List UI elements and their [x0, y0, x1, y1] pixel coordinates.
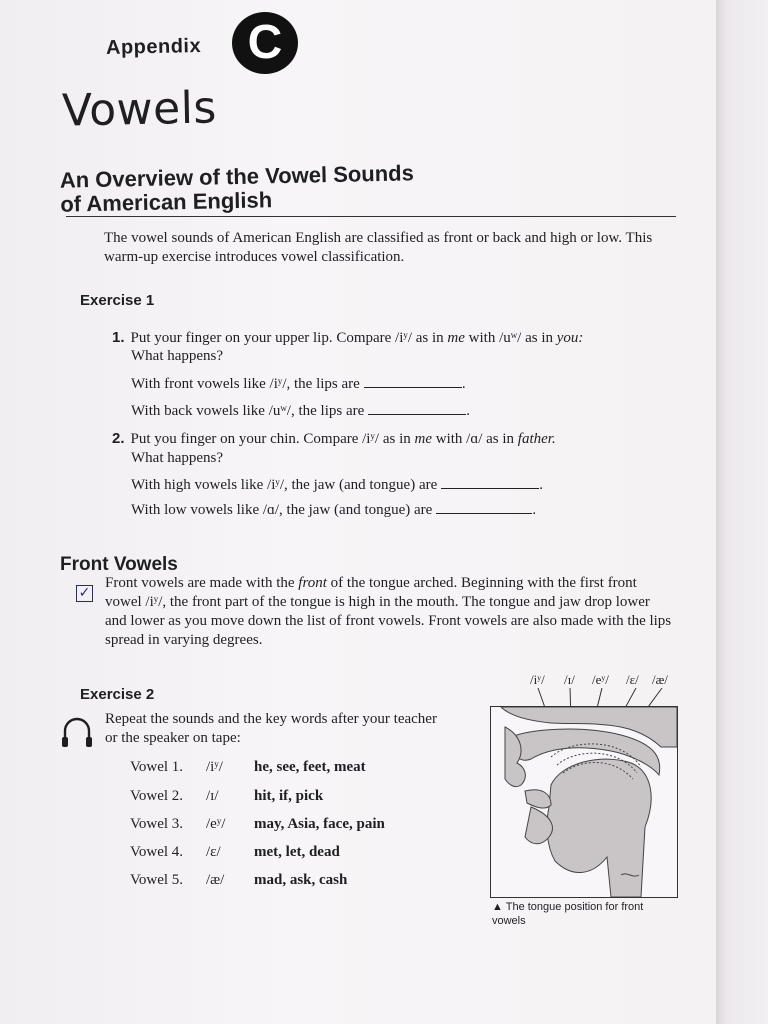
item-prompt: Put your finger on your upper lip. Compare /iʸ/ as in [130, 330, 444, 346]
checkbox-icon: ✓ [76, 585, 93, 602]
item-prompt-cont: with /ɑ/ as in [435, 431, 515, 447]
item-word: father. [517, 431, 556, 447]
exercise-1-item-1-line-1 [131, 374, 466, 394]
exercise-2-heading: Exercise 2 [80, 686, 155, 703]
figure-label: /eʸ/ [592, 672, 609, 687]
fill-in-prompt: With high vowels like /iʸ/, the jaw (and tongue) are [131, 477, 438, 493]
fill-in-prompt: With front vowels like /iʸ/, the lips are [131, 376, 360, 392]
item-word: me [447, 330, 465, 346]
front-vowels-text-b: of the tongue arched. Beginning with the first front vowel /iʸ/, the front part of the tongue is high in the mouth. The tongue and jaw drop lower and lower as you move down the list of front vowels. Front vowels are also made with the lips spread in varying degrees. [105, 575, 672, 648]
blank-period: . [532, 502, 537, 518]
exercise-1-item-1 [112, 328, 682, 348]
item-word: me [414, 431, 433, 447]
section-title-line1: An Overview of the Vowel Sounds [59, 160, 415, 193]
vowel-symbol: /ɪ/ [206, 788, 219, 804]
vowel-name: Vowel 5. [130, 872, 184, 888]
overview-intro: The vowel sounds of American English are classified as front or back and high or low. This warm-up exercise introduces vowel classification. [104, 230, 653, 265]
chapter-title: Vowels [61, 82, 218, 137]
appendix-letter: C [247, 16, 283, 69]
exercise-2-instruction: Repeat the sounds and the key words after your teacher or the speaker on tape: [105, 711, 437, 746]
vowel-key-words: hit, if, pick [254, 788, 324, 804]
tongue-position-diagram [490, 706, 678, 898]
appendix-letter-badge [232, 12, 298, 74]
exercise-1-item-2-line-1 [131, 475, 543, 495]
front-vowels-text [105, 574, 673, 650]
figure-label: /ɛ/ [626, 672, 639, 687]
fill-in-prompt: With back vowels like /uʷ/, the lips are [131, 403, 365, 419]
exercise-1-item-2-question: What happens? [131, 450, 224, 466]
vowel-key-words: mad, ask, cash [254, 872, 348, 888]
section-title [60, 159, 511, 216]
vowel-symbol: /æ/ [206, 872, 225, 888]
page-gutter [716, 0, 768, 1024]
vowel-name: Vowel 1. [130, 759, 184, 775]
item-prompt: Put you finger on your chin. Compare /iʸ/ as in [130, 431, 411, 447]
vowel-key-words: he, see, feet, meat [254, 759, 366, 775]
answer-blank[interactable] [368, 402, 466, 415]
item-number: 2. [112, 430, 125, 447]
mouth-cross-section [491, 707, 677, 897]
item-word: you: [556, 330, 584, 346]
vowel-name: Vowel 3. [130, 816, 184, 832]
answer-blank[interactable] [364, 375, 462, 388]
figure-caption: ▲ The tongue position for front vowels [492, 901, 644, 927]
headphones-icon [60, 715, 94, 749]
section-title-line2: of American English [60, 187, 273, 217]
figure-label: /iʸ/ [530, 672, 545, 687]
vowel-key-words: may, Asia, face, pain [254, 816, 385, 832]
vowel-name: Vowel 4. [130, 844, 184, 860]
figure-label: /ɪ/ [564, 672, 575, 687]
vowel-symbol: /eʸ/ [206, 816, 226, 832]
blank-period: . [461, 376, 466, 392]
answer-blank[interactable] [436, 501, 532, 514]
exercise-1-item-2-line-2 [131, 500, 536, 520]
figure-label: /æ/ [652, 672, 668, 687]
front-vowels-heading: Front Vowels [60, 554, 178, 575]
appendix-label: Appendix [105, 35, 202, 59]
exercise-1-item-2 [112, 429, 682, 449]
blank-period: . [539, 477, 544, 493]
front-vowels-text-emphasis: front [298, 575, 327, 591]
vowel-symbol: /iʸ/ [206, 759, 223, 775]
exercise-1-item-1-question: What happens? [131, 348, 224, 364]
exercise-1-heading: Exercise 1 [80, 292, 155, 309]
vowel-key-words: met, let, dead [254, 844, 340, 860]
vowel-symbol: /ɛ/ [206, 844, 221, 860]
fill-in-prompt: With low vowels like /ɑ/, the jaw (and tongue) are [131, 502, 433, 518]
answer-blank[interactable] [441, 476, 539, 489]
item-prompt-cont: with /uʷ/ as in [468, 330, 554, 346]
item-number: 1. [112, 329, 125, 346]
exercise-1-item-1-line-2 [131, 401, 470, 421]
section-divider [66, 216, 676, 217]
blank-period: . [466, 403, 471, 419]
front-vowels-text-a: Front vowels are made with the [105, 575, 295, 591]
vowel-name: Vowel 2. [130, 788, 184, 804]
